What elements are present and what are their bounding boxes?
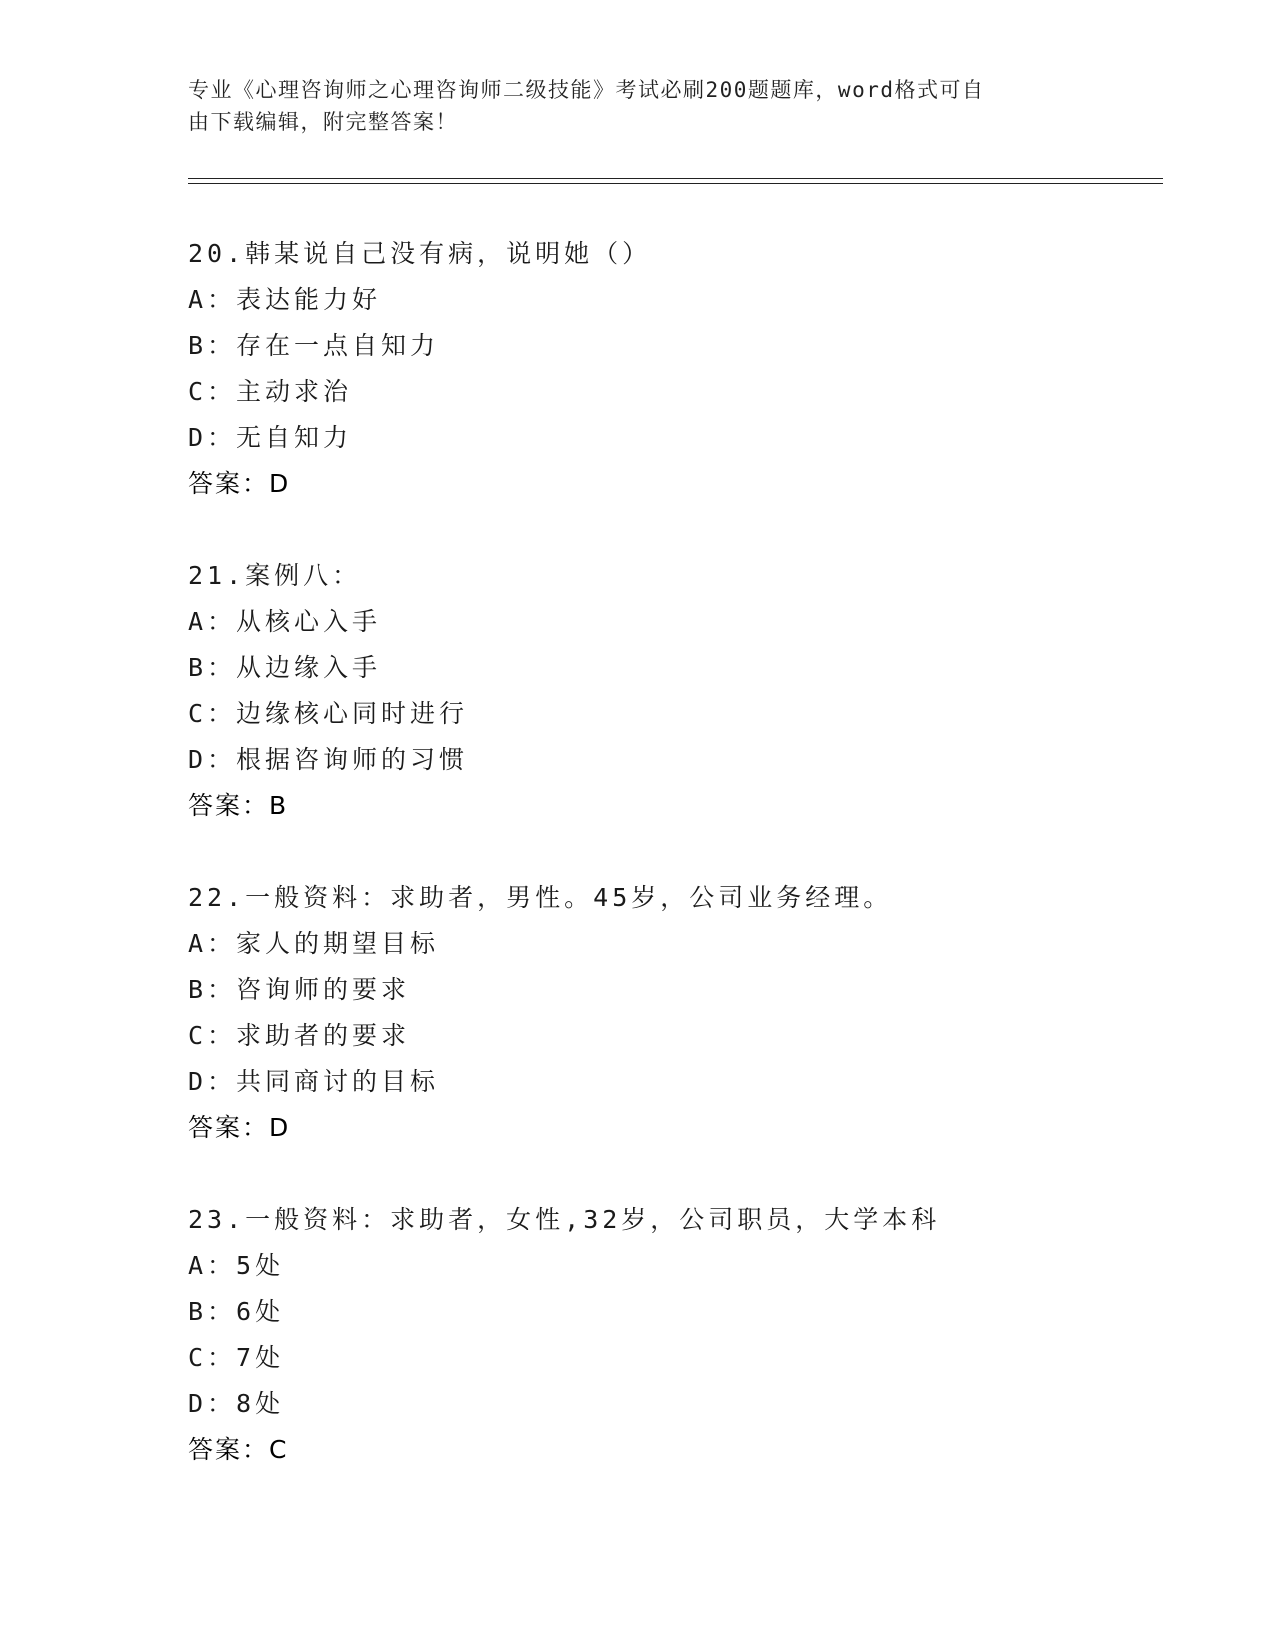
- answer-line: 答案：B: [188, 791, 289, 820]
- header-divider-top: [188, 178, 1163, 179]
- question-stem: 23.一般资料：求助者，女性,32岁，公司职员，大学本科: [188, 1205, 941, 1234]
- document-header: [188, 74, 1068, 138]
- option-b: B：存在一点自知力: [188, 331, 440, 360]
- question-stem: 21.案例八：: [188, 561, 362, 590]
- option-c: C：求助者的要求: [188, 1021, 411, 1050]
- option-b: B：咨询师的要求: [188, 975, 411, 1004]
- question-23: [188, 1197, 1148, 1473]
- option-d: D：根据咨询师的习惯: [188, 745, 469, 774]
- header-line-1: 专业《心理咨询师之心理咨询师二级技能》考试必刷200题题库，word格式可自: [188, 78, 985, 102]
- question-21: [188, 553, 1148, 829]
- option-d: D：共同商讨的目标: [188, 1067, 440, 1096]
- question-stem: 20.韩某说自己没有病，说明她（）: [188, 239, 652, 268]
- option-c: C：主动求治: [188, 377, 353, 406]
- question-22: [188, 875, 1148, 1151]
- option-c: C：边缘核心同时进行: [188, 699, 469, 728]
- question-20: [188, 231, 1148, 507]
- option-a: A：家人的期望目标: [188, 929, 440, 958]
- header-line-2: 由下载编辑，附完整答案！: [188, 110, 458, 134]
- option-d: D：无自知力: [188, 423, 353, 452]
- answer-line: 答案：C: [188, 1435, 289, 1464]
- option-b: B：6处: [188, 1297, 285, 1326]
- header-divider-bottom: [188, 183, 1163, 184]
- answer-line: 答案：D: [188, 469, 291, 498]
- question-stem: 22.一般资料：求助者，男性。45岁，公司业务经理。: [188, 883, 893, 912]
- option-b: B：从边缘入手: [188, 653, 382, 682]
- answer-line: 答案：D: [188, 1113, 291, 1142]
- option-c: C：7处: [188, 1343, 285, 1372]
- option-d: D：8处: [188, 1389, 285, 1418]
- option-a: A：5处: [188, 1251, 285, 1280]
- option-a: A：从核心入手: [188, 607, 382, 636]
- option-a: A：表达能力好: [188, 285, 382, 314]
